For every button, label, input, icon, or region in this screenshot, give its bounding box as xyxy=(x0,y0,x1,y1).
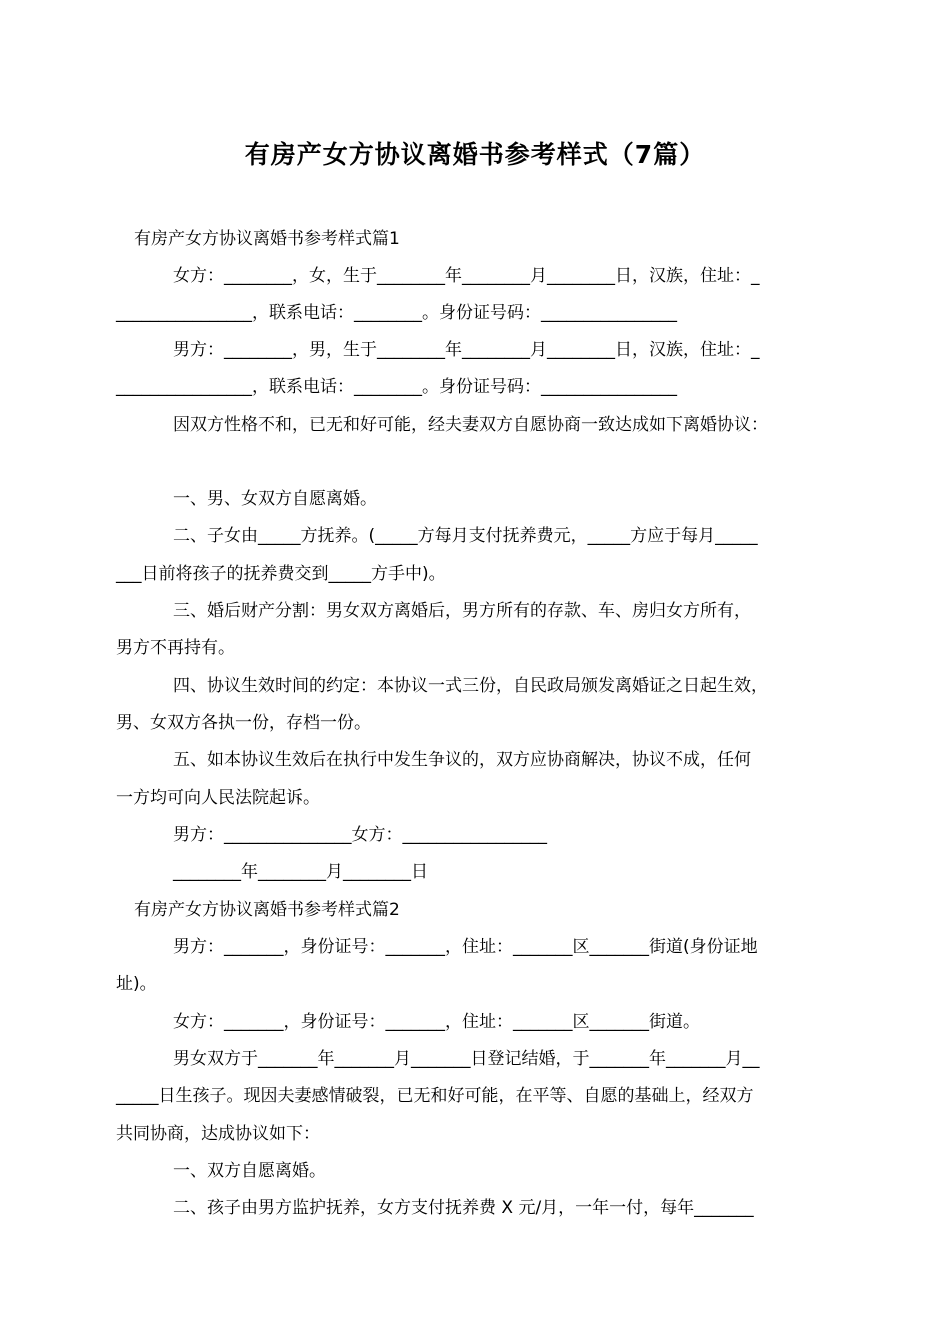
paragraph-line: 因双方性格不和，已无和好可能，经夫妻双方自愿协商一致达成如下离婚协议： xyxy=(173,415,768,435)
paragraph-line: 男方：_______，身份证号：_______，住址：_______区_______街道(身份证地 xyxy=(173,937,758,957)
paragraph-line: 女方：________，女，生于________年________月________日，汉族，住址：_ xyxy=(173,266,760,286)
section-heading-2: 有房产女方协议离婚书参考样式篇2 xyxy=(134,900,400,920)
signature-line: 男方：_______________女方：_________________ xyxy=(173,825,547,845)
paragraph-line: ________________，联系电话：________。身份证号码：________________ xyxy=(116,303,677,323)
paragraph-line: 男、女双方各执一份，存档一份。 xyxy=(116,713,371,733)
paragraph-line: ___日前将孩子的抚养费交到_____方手中)。 xyxy=(116,564,446,584)
paragraph-line: ________________，联系电话：________。身份证号码：________________ xyxy=(116,377,677,397)
paragraph-line: 二、孩子由男方监护抚养，女方支付抚养费 X 元/月，一年一付，每年_______ xyxy=(173,1198,754,1218)
paragraph-line: 一、男、女双方自愿离婚。 xyxy=(173,489,377,509)
paragraph-line: 一、双方自愿离婚。 xyxy=(173,1161,326,1181)
paragraph-line: 男方：________，男，生于________年________月________日，汉族，住址：_ xyxy=(173,340,760,360)
paragraph-line: 男女双方于_______年_______月_______日登记结婚，于_______年_______月__ xyxy=(173,1049,760,1069)
paragraph-line: 一方均可向人民法院起诉。 xyxy=(116,788,320,808)
paragraph-line: 五、如本协议生效后在执行中发生争议的，双方应协商解决，协议不成，任何 xyxy=(173,750,751,770)
paragraph-line: _____日生孩子。现因夫妻感情破裂，已无和好可能，在平等、自愿的基础上，经双方 xyxy=(116,1086,754,1106)
document-title: 有房产女方协议离婚书参考样式（7篇） xyxy=(244,140,706,169)
paragraph-line: 男方不再持有。 xyxy=(116,638,235,658)
paragraph-line: 四、协议生效时间的约定：本协议一式三份，自民政局颁发离婚证之日起生效， xyxy=(173,676,768,696)
paragraph-line: 女方：_______，身份证号：_______，住址：_______区_______街道。 xyxy=(173,1012,700,1032)
paragraph-line: 址)。 xyxy=(116,974,157,994)
date-line: ________年________月________日 xyxy=(173,862,428,882)
paragraph-line: 三、婚后财产分割：男女双方离婚后，男方所有的存款、车、房归女方所有， xyxy=(173,601,751,621)
paragraph-line: 二、子女由_____方抚养。(_____方每月支付抚养费元，_____方应于每月_____ xyxy=(173,526,758,546)
paragraph-line: 共同协商，达成协议如下： xyxy=(116,1124,320,1144)
section-heading-1: 有房产女方协议离婚书参考样式篇1 xyxy=(134,229,400,249)
